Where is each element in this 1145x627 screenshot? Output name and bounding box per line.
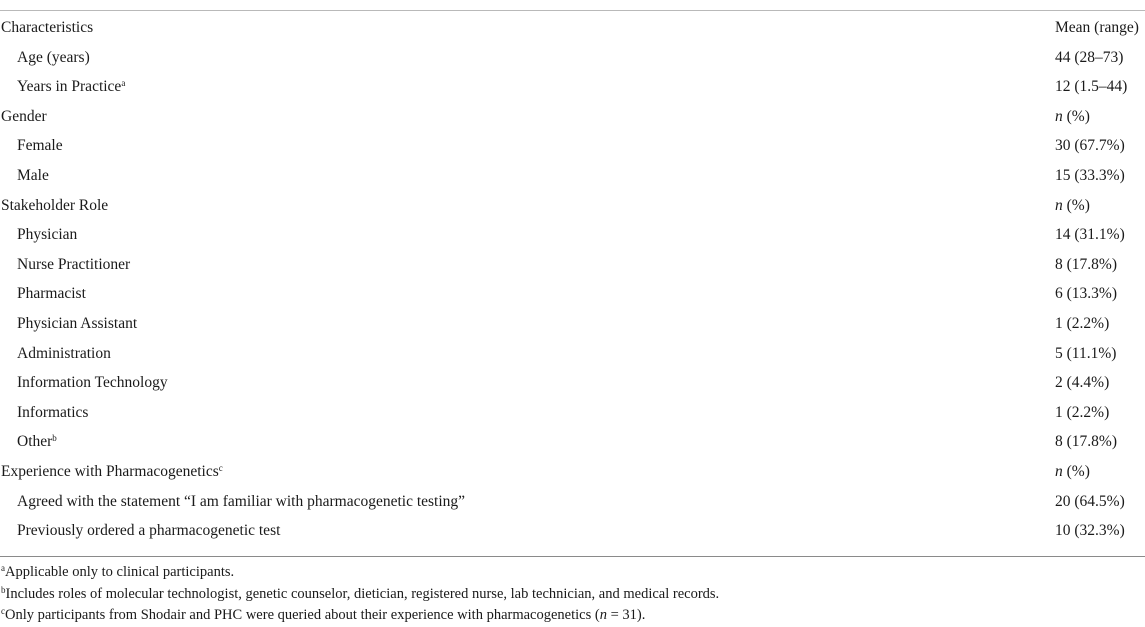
row-label-text: Physician <box>17 226 78 244</box>
row-value-text: 12 (1.5–44) <box>1055 78 1128 96</box>
row-label-text: Female <box>17 137 63 155</box>
footnote-b <box>1 584 719 606</box>
footnote-italic: n <box>599 607 607 623</box>
row-value-text: 2 (4.4%) <box>1055 374 1110 392</box>
row-label <box>17 284 86 304</box>
table-row <box>0 71 1145 101</box>
row-label-text: Male <box>17 166 49 184</box>
row-value-text: 8 (17.8%) <box>1055 255 1117 273</box>
row-label-text: Previously ordered a pharmacogenetic test <box>17 522 281 540</box>
footnote-text: Applicable only to clinical participants. <box>5 564 235 580</box>
row-value <box>1055 107 1090 127</box>
header-mean-range: Mean (range) <box>1055 19 1139 36</box>
row-value-text: 6 (13.3%) <box>1055 285 1117 303</box>
row-label <box>17 344 111 364</box>
row-label <box>17 77 125 97</box>
row-label-text: Nurse Practitioner <box>17 255 131 273</box>
row-value <box>1055 136 1125 156</box>
table-row <box>0 190 1145 220</box>
row-label-text: Other <box>17 433 53 451</box>
row-value-text: 14 (31.1%) <box>1055 226 1125 244</box>
footnote-text: Includes roles of molecular technologist, genetic counselor, dietician, registered nurse, lab technician, and medical records. <box>5 585 720 602</box>
row-label-text: Information Technology <box>17 374 168 392</box>
row-value <box>1055 373 1109 393</box>
row-label <box>17 48 90 68</box>
table-row <box>0 42 1145 72</box>
row-label <box>17 403 88 423</box>
row-label <box>17 166 49 186</box>
table-row <box>0 308 1145 338</box>
table-row <box>0 249 1145 279</box>
footnote-marker: b <box>52 433 57 444</box>
row-label <box>17 521 280 541</box>
table-row <box>0 101 1145 131</box>
row-label <box>1 107 47 127</box>
footnote-mark: a <box>1 563 5 573</box>
row-label <box>1 462 223 482</box>
table-row <box>0 397 1145 427</box>
table-row <box>0 160 1145 190</box>
row-label-text: Informatics <box>17 403 89 421</box>
row-value <box>1055 462 1090 482</box>
row-value-text: 44 (28–73) <box>1055 48 1124 66</box>
row-label-text: Physician Assistant <box>17 314 138 332</box>
row-label-text: Age (years) <box>17 48 90 66</box>
row-value-n: n <box>1055 107 1063 125</box>
row-value <box>1055 344 1116 364</box>
table-row <box>0 130 1145 160</box>
footnote-text: Only participants from Shodair and PHC were queried about their experience with pharmacogenetics ( <box>5 607 600 623</box>
row-value <box>1055 314 1109 334</box>
footnote-mark: b <box>1 584 6 595</box>
table-header-row <box>0 12 1145 42</box>
table-row <box>0 278 1145 308</box>
row-label <box>17 225 77 245</box>
row-value <box>1055 403 1109 423</box>
row-label-text: Administration <box>17 344 111 362</box>
row-value <box>1055 48 1123 68</box>
row-value-text: 5 (11.1%) <box>1055 344 1117 362</box>
table-row <box>0 486 1145 516</box>
row-value <box>1055 77 1127 97</box>
row-value <box>1055 225 1125 245</box>
row-label <box>17 136 63 156</box>
row-value-n: n <box>1055 196 1063 214</box>
row-label <box>17 314 137 334</box>
row-label-text: Pharmacist <box>17 285 86 303</box>
row-value-text: 1 (2.2%) <box>1055 314 1110 332</box>
header-characteristics: Characteristics <box>1 19 94 36</box>
row-value <box>1055 255 1117 275</box>
row-value <box>1055 492 1125 512</box>
row-value-text: 15 (33.3%) <box>1055 166 1125 184</box>
row-label-text: Experience with Pharmacogenetics <box>1 462 219 480</box>
footnote-a <box>1 562 719 584</box>
row-value-text: 8 (17.8%) <box>1055 433 1117 451</box>
row-label-text: Stakeholder Role <box>1 196 109 214</box>
table-footnotes <box>1 562 719 627</box>
row-value-unit: (%) <box>1062 196 1090 214</box>
row-value <box>1055 432 1117 452</box>
table-row <box>0 515 1145 545</box>
row-label <box>17 373 168 393</box>
row-value-text: 20 (64.5%) <box>1055 492 1125 510</box>
table-top-rule <box>0 10 1145 11</box>
footnote-mark: c <box>1 606 5 616</box>
table-row <box>0 367 1145 397</box>
row-value-text: 10 (32.3%) <box>1055 522 1125 540</box>
table-row <box>0 456 1145 486</box>
row-label-text: Gender <box>1 107 47 125</box>
table-row <box>0 219 1145 249</box>
row-value <box>1055 521 1125 541</box>
characteristics-table <box>0 12 1145 545</box>
footnote-marker: c <box>218 462 223 473</box>
table-row <box>0 426 1145 456</box>
row-value-unit: (%) <box>1062 462 1090 480</box>
table-row <box>0 338 1145 368</box>
row-value-n: n <box>1055 462 1063 480</box>
row-value-unit: (%) <box>1062 107 1090 125</box>
footnote-text-end: = 31). <box>606 607 646 623</box>
row-label <box>1 196 108 216</box>
row-label <box>17 432 57 452</box>
row-value <box>1055 284 1117 304</box>
row-value <box>1055 166 1125 186</box>
footnote-c <box>1 605 719 627</box>
row-label <box>17 255 130 275</box>
footnote-marker: a <box>121 78 126 89</box>
row-value-text: 1 (2.2%) <box>1055 403 1110 421</box>
table-bottom-rule <box>0 556 1145 557</box>
row-label <box>17 492 465 512</box>
row-value <box>1055 196 1090 216</box>
row-label-text: Years in Practice <box>17 78 122 96</box>
row-label-text: Agreed with the statement “I am familiar with pharmacogenetic testing” <box>17 492 466 510</box>
row-value-text: 30 (67.7%) <box>1055 137 1125 155</box>
